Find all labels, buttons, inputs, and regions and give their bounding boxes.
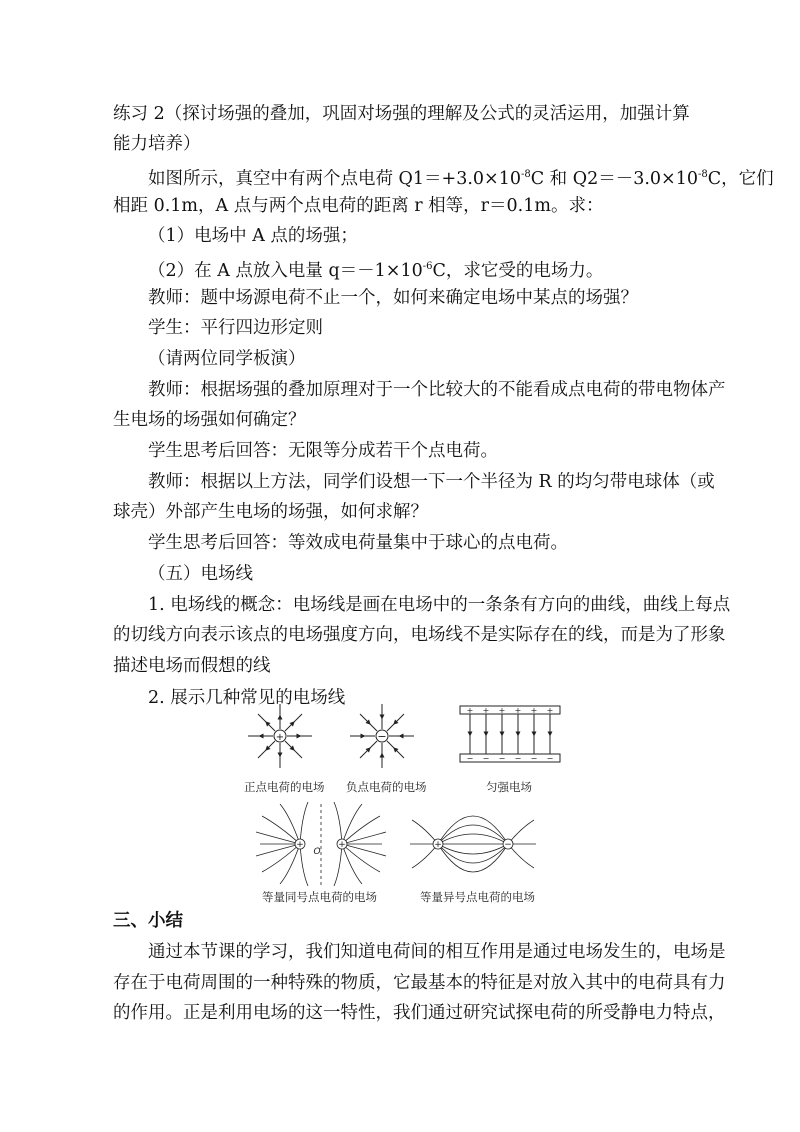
midpoint-label-O: O [313, 847, 321, 857]
text-line-6-part-b: C，求它受的电场力。 [432, 260, 604, 281]
like-left-sign: + [296, 840, 304, 850]
text-line-7: 教师：题中场源电荷不止一个，如何来确定电场中某点的场强？ [148, 288, 638, 308]
text-line-3-part-b: C 和 Q2＝－3.0×10 [530, 168, 698, 189]
positive-sign: + [275, 732, 285, 743]
text-line-15: 学生思考后回答：等效成电荷量集中于球心的点电荷。 [148, 533, 568, 553]
uniform-field [460, 706, 560, 763]
text-line-3 [148, 163, 774, 191]
unlike-plus-sign: + [434, 840, 442, 850]
plate-plus-3: + [498, 706, 506, 715]
section-heading-summary: 三、小结 [113, 911, 183, 931]
text-line-1: 练习 2（探讨场强的叠加，巩固对场强的理解及公式的灵活运用，加强计算 [113, 104, 690, 124]
caption-negative-charge: 负点电荷的电场 [346, 780, 427, 794]
exponent-q2: -8 [697, 169, 708, 180]
field-lines-figure [240, 696, 570, 906]
caption-unlike-charges: 等量异号点电荷的电场 [420, 890, 535, 904]
text-line-19: 描述电场而假想的线 [113, 656, 271, 676]
text-line-3-part-a: 如图所示，真空中有两个点电荷 Q1＝+3.0×10 [148, 168, 521, 189]
unlike-charges-field [410, 816, 536, 872]
text-line-5: （1）电场中 A 点的场强； [148, 226, 358, 246]
exponent-q1: -8 [520, 169, 531, 180]
plate-minus-2: − [482, 754, 490, 763]
text-line-8: 学生：平行四边形定则 [148, 318, 323, 338]
like-charges-field [256, 802, 386, 886]
text-line-6 [148, 255, 603, 283]
text-line-6-part-a: （2）在 A 点放入电量 q＝－1×10 [148, 260, 423, 281]
like-right-sign: + [338, 840, 346, 850]
plate-minus-5: − [530, 754, 538, 763]
text-line-12: 学生思考后回答：无限等分成若干个点电荷。 [148, 441, 498, 461]
field-lines-svg [240, 696, 570, 906]
plate-minus-1: − [466, 754, 474, 763]
text-line-13: 教师：根据以上方法，同学们设想一下一个半径为 R 的均匀带电球体（或 [148, 472, 715, 492]
plate-plus-1: + [466, 706, 474, 715]
text-line-10: 教师：根据场强的叠加原理对于一个比较大的不能看成点电荷的带电物体产 [148, 380, 726, 400]
text-line-22: 存在于电荷周围的一种特殊的物质，它最基本的特征是对放入其中的电荷具有力 [113, 973, 726, 993]
exponent-q: -6 [422, 261, 433, 272]
caption-uniform-field: 匀强电场 [486, 780, 532, 794]
text-line-9: （请两位同学板演） [148, 349, 306, 369]
text-line-11: 生电场的场强如何确定？ [113, 410, 306, 430]
text-line-3-part-c: C，它们 [707, 168, 774, 189]
text-line-20: 2. 展示几种常见的电场线 [148, 688, 346, 708]
text-line-21: 通过本节课的学习，我们知道电荷间的相互作用是通过电场发生的，电场是 [148, 942, 726, 962]
negative-sign: − [377, 730, 387, 743]
text-line-18: 的切线方向表示该点的电场强度方向，电场线不是实际存在的线，而是为了形象 [113, 625, 726, 645]
plate-minus-4: − [514, 754, 522, 763]
caption-like-charges: 等量同号点电荷的电场 [262, 890, 377, 904]
plate-plus-4: + [514, 706, 522, 715]
text-line-16: （五）电场线 [148, 564, 253, 584]
plate-plus-6: + [546, 706, 554, 715]
negative-charge-field [350, 704, 414, 768]
caption-positive-charge: 正点电荷的电场 [244, 780, 325, 794]
plate-minus-6: − [546, 754, 554, 763]
text-line-14: 球壳）外部产生电场的场强，如何求解？ [113, 502, 428, 522]
text-line-23: 的作用。正是利用电场的这一特性，我们通过研究试探电荷的所受静电力特点， [113, 1003, 726, 1023]
positive-charge-field [248, 704, 312, 768]
text-line-4: 相距 0.1m，A 点与两个点电荷的距离 r 相等，r＝0.1m。求： [113, 196, 604, 216]
text-line-2: 能力培养） [113, 134, 201, 154]
unlike-minus-sign: − [504, 840, 512, 850]
plate-plus-5: + [530, 706, 538, 715]
plate-minus-3: − [498, 754, 506, 763]
plate-plus-2: + [482, 706, 490, 715]
text-line-17: 1. 电场线的概念：电场线是画在电场中的一条条有方向的曲线，曲线上每点 [148, 595, 731, 615]
